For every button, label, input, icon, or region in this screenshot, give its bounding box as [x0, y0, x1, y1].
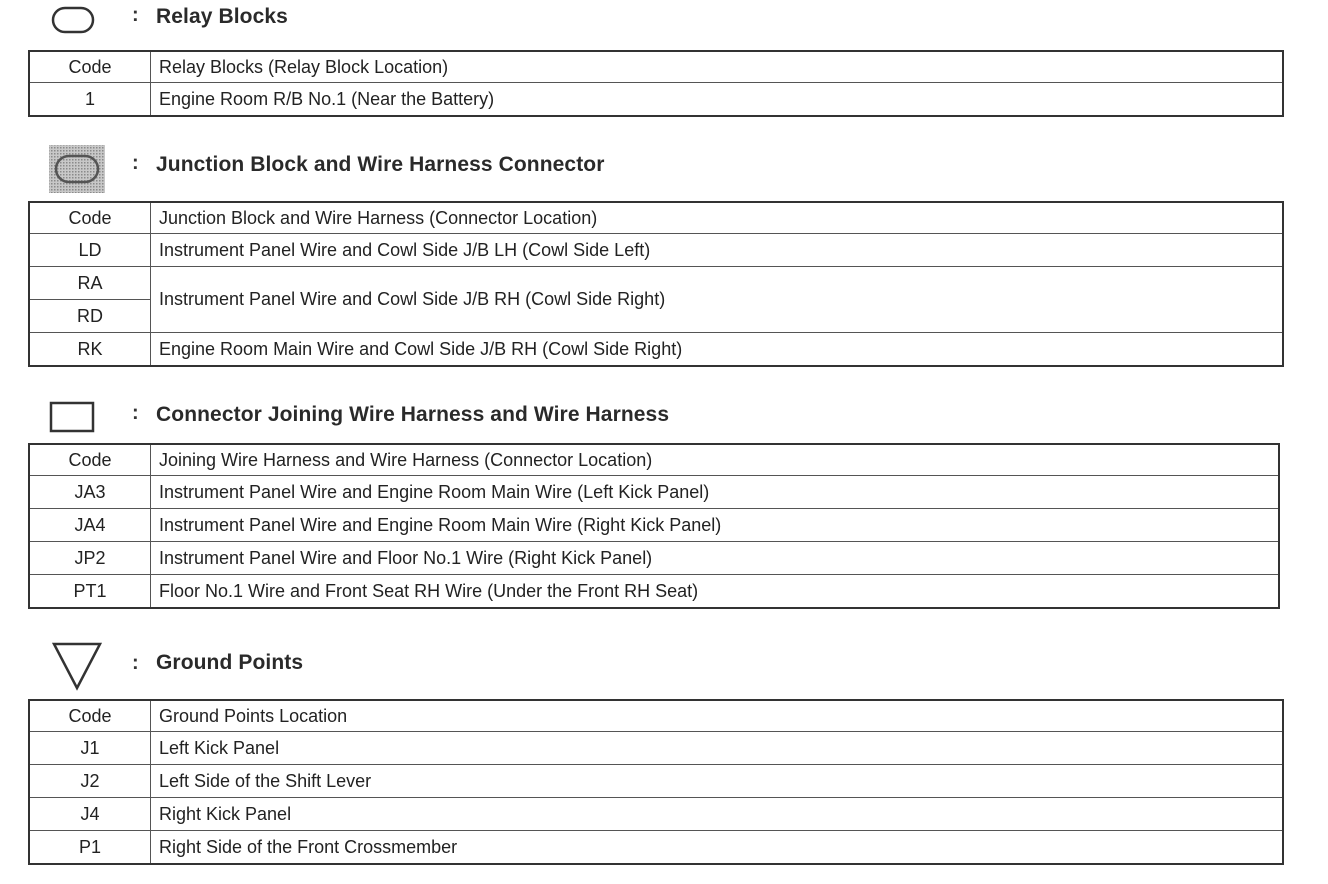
ground-points-colon: : [132, 652, 139, 674]
location-cell: Left Side of the Shift Lever [151, 765, 1284, 798]
connector-title: Connector Joining Wire Harness and Wire Harness [156, 403, 670, 426]
table-row [29, 798, 1283, 831]
table-row [29, 542, 1279, 575]
relay-block-symbol-icon [50, 5, 96, 35]
junction-block-title: Junction Block and Wire Harness Connector [156, 153, 605, 176]
location-header: Ground Points Location [151, 700, 1284, 732]
junction-block-heading [0, 144, 1328, 184]
location-cell: Instrument Panel Wire and Cowl Side J/B RH (Cowl Side Right) [151, 267, 1284, 333]
code-header: Code [29, 51, 151, 83]
table-header-row [29, 444, 1279, 476]
table-row [29, 575, 1279, 609]
location-cell: Right Kick Panel [151, 798, 1284, 831]
table-row [29, 267, 1283, 300]
code-cell: J2 [29, 765, 151, 798]
code-header: Code [29, 444, 151, 476]
table-header-row [29, 51, 1283, 83]
code-cell: RK [29, 333, 151, 367]
location-cell: Engine Room R/B No.1 (Near the Battery) [151, 83, 1284, 117]
code-cell: RA [29, 267, 151, 300]
location-header: Relay Blocks (Relay Block Location) [151, 51, 1284, 83]
location-cell: Right Side of the Front Crossmember [151, 831, 1284, 865]
relay-blocks-table [28, 50, 1284, 117]
table-row [29, 234, 1283, 267]
code-cell: JA3 [29, 476, 151, 509]
table-row [29, 732, 1283, 765]
location-cell: Floor No.1 Wire and Front Seat RH Wire (Under the Front RH Seat) [151, 575, 1280, 609]
table-header-row [29, 700, 1283, 732]
code-cell: LD [29, 234, 151, 267]
table-row [29, 333, 1283, 367]
junction-block-symbol-icon [48, 144, 106, 194]
code-cell: RD [29, 300, 151, 333]
connector-table [28, 443, 1280, 609]
ground-point-symbol-icon [50, 640, 104, 692]
table-header-row [29, 202, 1283, 234]
ground-points-title: Ground Points [156, 651, 304, 674]
location-cell: Instrument Panel Wire and Floor No.1 Wire (Right Kick Panel) [151, 542, 1280, 575]
table-row [29, 765, 1283, 798]
location-cell: Instrument Panel Wire and Engine Room Main Wire (Left Kick Panel) [151, 476, 1280, 509]
location-cell: Engine Room Main Wire and Cowl Side J/B RH (Cowl Side Right) [151, 333, 1284, 367]
code-cell: 1 [29, 83, 151, 117]
location-cell: Instrument Panel Wire and Cowl Side J/B LH (Cowl Side Left) [151, 234, 1284, 267]
connector-colon: : [132, 402, 139, 424]
code-header: Code [29, 202, 151, 234]
code-cell: JA4 [29, 509, 151, 542]
table-row [29, 509, 1279, 542]
relay-blocks-colon: : [132, 4, 139, 26]
connector-heading [0, 396, 1328, 436]
code-cell: JP2 [29, 542, 151, 575]
table-row [29, 831, 1283, 865]
connector-symbol-icon [48, 400, 96, 434]
code-cell: J1 [29, 732, 151, 765]
ground-points-heading [0, 640, 1328, 690]
relay-blocks-title: Relay Blocks [156, 5, 288, 28]
location-header: Junction Block and Wire Harness (Connector Location) [151, 202, 1284, 234]
location-cell: Left Kick Panel [151, 732, 1284, 765]
junction-block-table [28, 201, 1284, 367]
table-row [29, 476, 1279, 509]
table-row [29, 83, 1283, 117]
code-cell: PT1 [29, 575, 151, 609]
code-cell: J4 [29, 798, 151, 831]
location-header: Joining Wire Harness and Wire Harness (Connector Location) [151, 444, 1280, 476]
junction-block-colon: : [132, 152, 139, 174]
ground-points-table [28, 699, 1284, 865]
relay-blocks-heading [0, 0, 1328, 40]
code-header: Code [29, 700, 151, 732]
code-cell: P1 [29, 831, 151, 865]
location-cell: Instrument Panel Wire and Engine Room Main Wire (Right Kick Panel) [151, 509, 1280, 542]
